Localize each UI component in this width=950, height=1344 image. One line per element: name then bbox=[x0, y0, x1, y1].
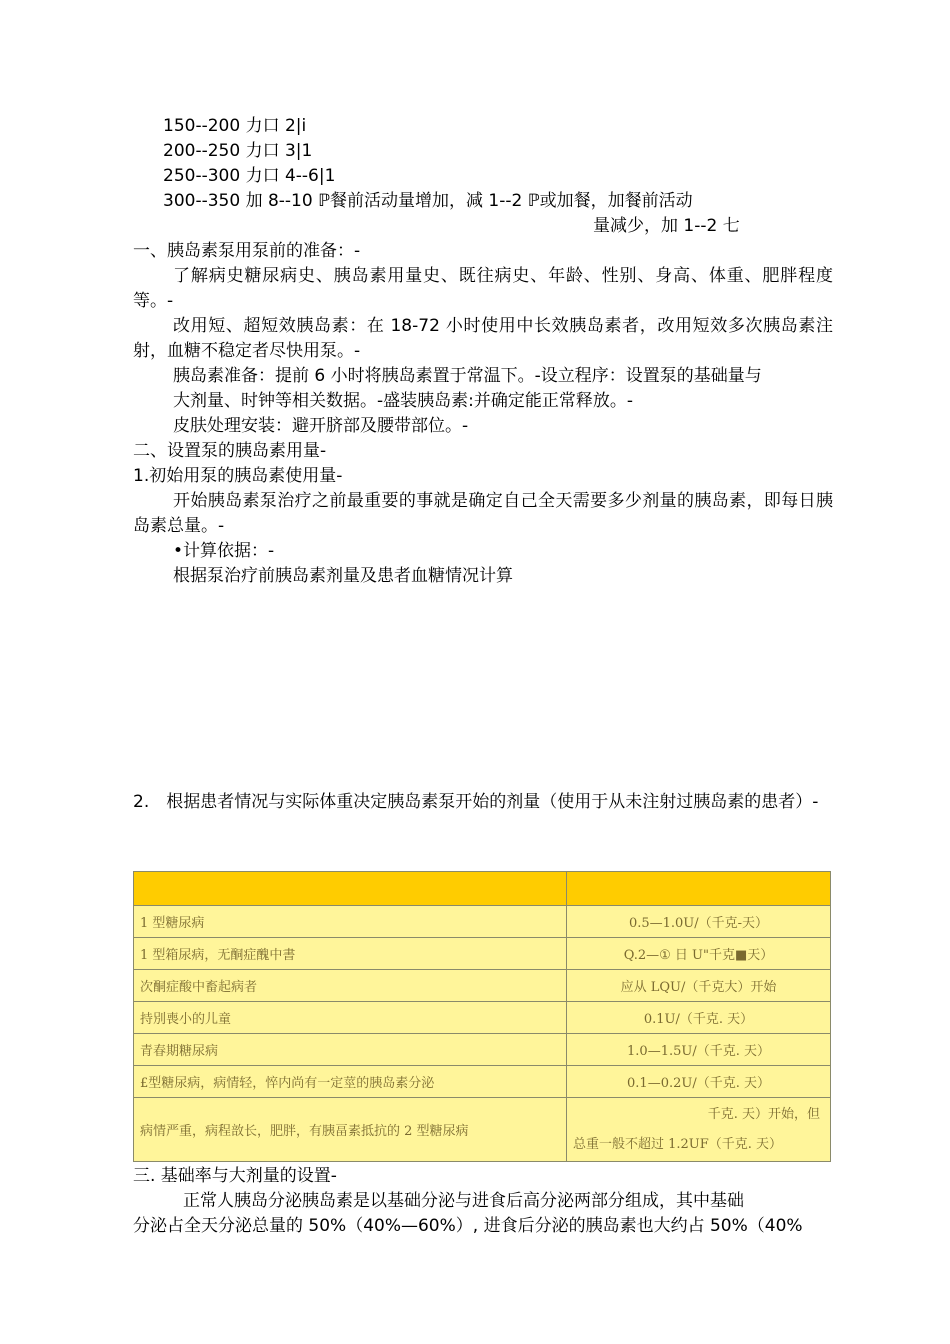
dose-cell: Q.2—① 日 U"千克■天） bbox=[567, 938, 831, 970]
section-1-heading: 一、胰岛素泵用泵前的准备：- bbox=[133, 241, 361, 261]
dose-cell: 0.1U/（千克. 天） bbox=[567, 1002, 831, 1034]
table-row bbox=[134, 970, 831, 1002]
dose-cell: 0.1—0.2U/（千克. 天） bbox=[567, 1066, 831, 1098]
section-2-para-1: 开始胰岛素泵治疗之前最重要的事就是确定自己全天需要多少剂量的胰岛素，即每日胰岛素总量。- bbox=[133, 491, 833, 536]
section-3-heading: 三. 基础率与大剂量的设置- bbox=[133, 1166, 337, 1186]
condition-cell: 青春期糖尿病 bbox=[134, 1034, 567, 1066]
table-header-cell-2 bbox=[567, 872, 831, 906]
dose-cell bbox=[567, 1098, 831, 1162]
condition-cell: £型糖尿病，病情轻，悴内尚有一定莖的胰岛素分泌 bbox=[134, 1066, 567, 1098]
calc-basis-text: 根据泵治疗前胰岛素剂量及患者血糖情况计算 bbox=[173, 566, 513, 586]
table-row bbox=[134, 1098, 831, 1162]
table-row bbox=[134, 1066, 831, 1098]
condition-cell: 次酮症酸中畜起病者 bbox=[134, 970, 567, 1002]
dose-cell: 0.5—1.0U/（千克-天） bbox=[567, 906, 831, 938]
dose-cell-line-1: 千克. 天）开始，但 bbox=[707, 1106, 820, 1122]
dose-cell: 应从 LQU/（千克大）开始 bbox=[567, 970, 831, 1002]
section-2-heading: 二、设置泵的胰岛素用量- bbox=[133, 441, 327, 461]
table-header-cell-1 bbox=[134, 872, 567, 906]
section-3-para-line-1: 正常人胰岛分泌胰岛素是以基础分泌与进食后高分泌两部分组成，其中基础 bbox=[183, 1191, 744, 1211]
section-1-para-3-line-1: 胰岛素准备：提前 6 小时将胰岛素置于常温下。-设立程序：设置泵的基础量与 bbox=[173, 366, 762, 386]
dose-line-1: 150--200 力口 2|i bbox=[163, 116, 307, 136]
dose-line-5: 量减少，加 1--2 七 bbox=[593, 216, 740, 236]
dose-line-2: 200--250 力口 3|1 bbox=[163, 141, 313, 161]
condition-cell: 病情严重，病程敨长，肥胖，有胰畐素抵抗的 2 型糖尿病 bbox=[134, 1098, 567, 1162]
table-row bbox=[134, 1034, 831, 1066]
table-header-row bbox=[134, 872, 831, 906]
dose-table bbox=[133, 871, 831, 1162]
dose-cell-line-2: 总重一般不超过 1.2UF（千克. 天） bbox=[573, 1136, 783, 1152]
bullet-calc-basis: •计算依据：- bbox=[173, 541, 275, 561]
dose-cell: 1.0—1.5U/（千克. 天） bbox=[567, 1034, 831, 1066]
section-3-para-line-2: 分泌占全天分泌总量的 50%（40%—60%）, 进食后分泌的胰岛素也大约占 50%（40% bbox=[133, 1216, 803, 1236]
section-2-item-2: 2. 根据患者情况与实际体重决定胰岛素泵开始的剂量（使用于从未注射过胰岛素的患者）- bbox=[133, 792, 819, 812]
section-1-para-1: 了解病史糖尿病史、胰岛素用量史、既往病史、年龄、性别、身高、体重、肥胖程度等。- bbox=[133, 266, 833, 311]
table-row bbox=[134, 1002, 831, 1034]
dose-line-3: 250--300 力口 4--6|1 bbox=[163, 166, 336, 186]
section-1-para-3-line-2: 大剂量、时钟等相关数据。-盛装胰岛素:并确定能正常释放。- bbox=[173, 391, 633, 411]
condition-cell: 1 型糖尿病 bbox=[134, 906, 567, 938]
dose-line-4: 300--350 加 8--10 ℙ餐前活动量增加，减 1--2 ℙ或加餐，加餐前活动 bbox=[163, 191, 693, 211]
section-1-para-4: 皮肤处理安装：避开脐部及腰带部位。- bbox=[173, 416, 469, 436]
condition-cell: 1 型箱尿病，无酮症醜中書 bbox=[134, 938, 567, 970]
condition-cell: 持別喪小的儿童 bbox=[134, 1002, 567, 1034]
section-1-para-2: 改用短、超短效胰岛素：在 18-72 小时使用中长效胰岛素者，改用短效多次胰岛素注射，血糖不稳定者尽快用泵。- bbox=[133, 316, 833, 361]
table-row bbox=[134, 938, 831, 970]
table-row bbox=[134, 906, 831, 938]
section-2-subheading-1: 1.初始用泵的胰岛素使用量- bbox=[133, 466, 343, 486]
